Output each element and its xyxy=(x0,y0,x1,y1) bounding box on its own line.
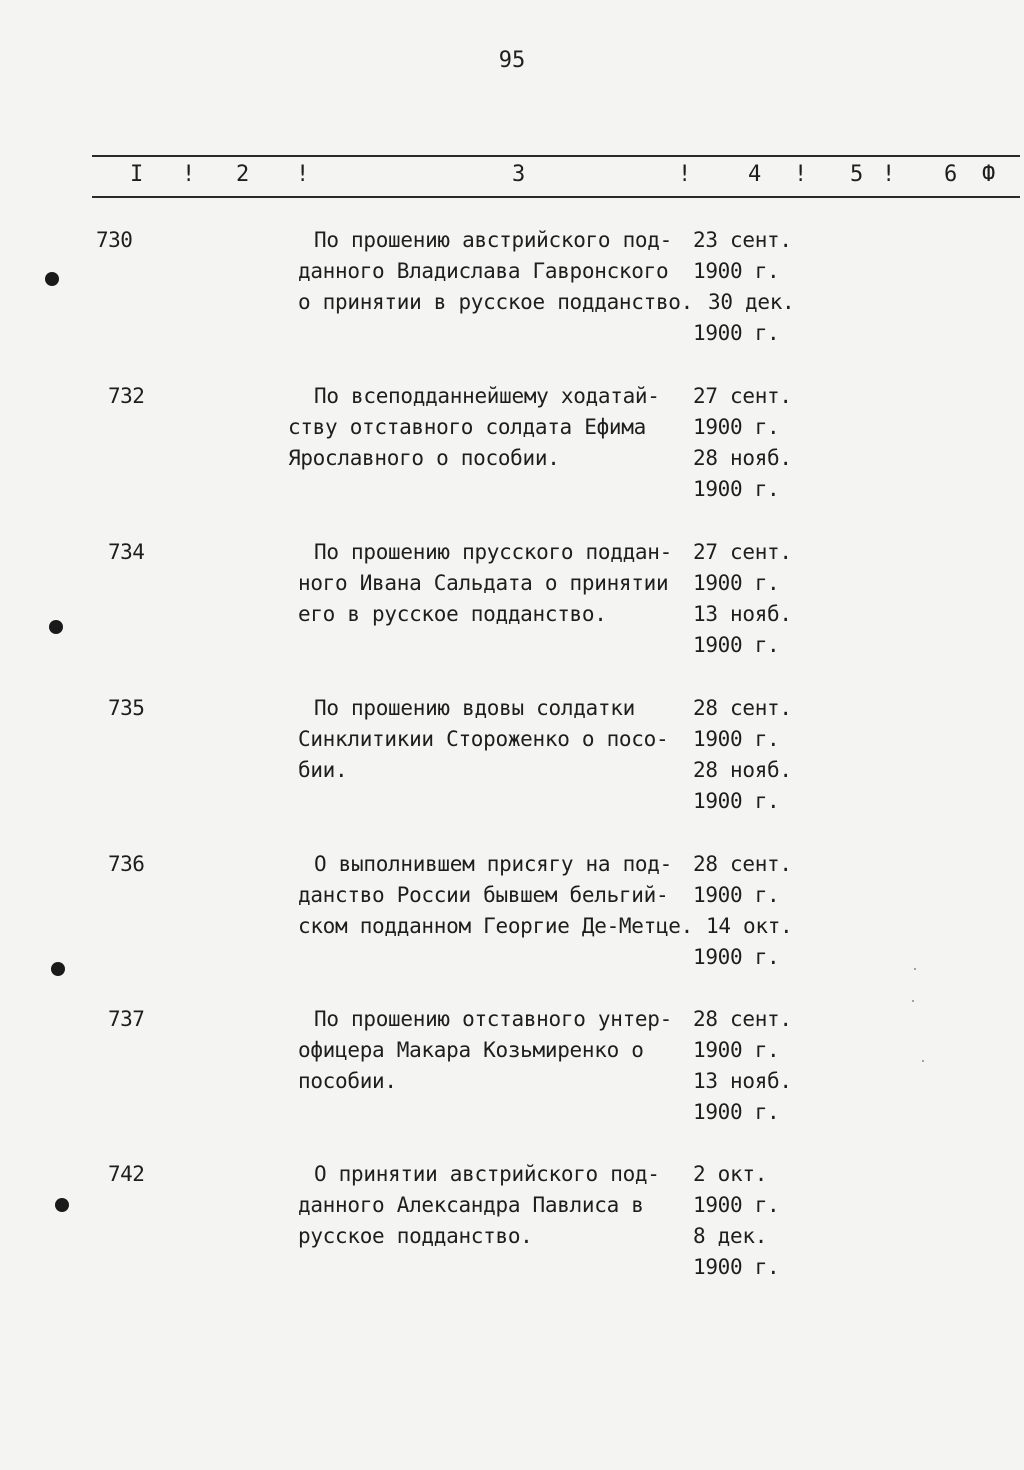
date-line: 28 нояб. xyxy=(693,758,792,782)
scan-speck xyxy=(922,1060,924,1062)
column-separator: ! xyxy=(882,162,896,187)
description-line: Синклитикии Стороженко о посо- xyxy=(298,727,669,751)
date-line: 1900 г. xyxy=(693,571,780,595)
date-line: 30 дек. xyxy=(708,290,795,314)
column-separator: ! xyxy=(296,162,310,187)
date-line: 1900 г. xyxy=(693,1038,780,1062)
description-line: По прошению австрийского под- xyxy=(314,228,672,252)
entry-number: 734 xyxy=(108,540,145,564)
date-line: 8 дек. xyxy=(693,1224,768,1248)
date-line: 27 сент. xyxy=(693,540,792,564)
description-line: данного Александра Павлиса в xyxy=(298,1193,644,1217)
entry-number: 730 xyxy=(96,228,133,252)
description-line: По прошению прусского поддан- xyxy=(314,540,672,564)
date-line: 1900 г. xyxy=(693,789,780,813)
description-line: русское подданство. xyxy=(298,1224,533,1248)
trailing-mark: Ф xyxy=(982,162,996,187)
date-line: 1900 г. xyxy=(693,633,780,657)
punch-hole xyxy=(51,962,65,976)
description-line: О принятии австрийского под- xyxy=(314,1162,660,1186)
description-line: данство России бывшем бельгий- xyxy=(298,883,669,907)
scan-speck xyxy=(914,968,916,970)
entry-number: 737 xyxy=(108,1007,145,1031)
header-rule-top xyxy=(92,155,1020,157)
date-line: 1900 г. xyxy=(693,1255,780,1279)
description-line: офицера Макара Козьмиренко о xyxy=(298,1038,644,1062)
date-line: 14 окт. xyxy=(706,914,793,938)
date-line: 1900 г. xyxy=(693,1193,780,1217)
description-line: Ярославного о пособии. xyxy=(288,446,560,470)
description-line: ству отставного солдата Ефима xyxy=(288,415,646,439)
column-header-5: 5 xyxy=(850,162,864,187)
date-line: 13 нояб. xyxy=(693,602,792,626)
page-number: 95 xyxy=(498,48,526,73)
date-line: 1900 г. xyxy=(693,1100,780,1124)
date-line: 28 сент. xyxy=(693,696,792,720)
description-line: О выполнившем присягу на под- xyxy=(314,852,672,876)
date-line: 13 нояб. xyxy=(693,1069,792,1093)
description-line: его в русское подданство. xyxy=(298,602,607,626)
date-line: 1900 г. xyxy=(693,259,780,283)
description-line: По прошению отставного унтер- xyxy=(314,1007,672,1031)
date-line: 1900 г. xyxy=(693,321,780,345)
date-line: 28 сент. xyxy=(693,852,792,876)
description-line: ском подданном Георгие Де-Метце. xyxy=(298,914,693,938)
description-line: бии. xyxy=(298,758,348,782)
scan-speck xyxy=(912,1000,914,1002)
date-line: 28 сент. xyxy=(693,1007,792,1031)
column-separator: ! xyxy=(678,162,692,187)
punch-hole xyxy=(49,620,63,634)
date-line: 1900 г. xyxy=(693,727,780,751)
date-line: 28 нояб. xyxy=(693,446,792,470)
description-line: данного Владислава Гавронского xyxy=(298,259,669,283)
entry-number: 736 xyxy=(108,852,145,876)
column-header-3: 3 xyxy=(512,162,526,187)
description-line: По прошению вдовы солдатки xyxy=(314,696,635,720)
entry-number: 732 xyxy=(108,384,145,408)
date-line: 1900 г. xyxy=(693,883,780,907)
column-header-2: 2 xyxy=(236,162,250,187)
punch-hole xyxy=(45,272,59,286)
column-header-4: 4 xyxy=(748,162,762,187)
column-separator: ! xyxy=(182,162,196,187)
entry-number: 735 xyxy=(108,696,145,720)
header-rule-bottom xyxy=(92,196,1020,198)
date-line: 1900 г. xyxy=(693,415,780,439)
description-line: ного Ивана Сальдата о принятии xyxy=(298,571,669,595)
punch-hole xyxy=(55,1198,69,1212)
column-separator: ! xyxy=(794,162,808,187)
date-line: 27 сент. xyxy=(693,384,792,408)
description-line: пособии. xyxy=(298,1069,397,1093)
description-line: о принятии в русское подданство. xyxy=(298,290,693,314)
entry-number: 742 xyxy=(108,1162,145,1186)
date-line: 2 окт. xyxy=(693,1162,768,1186)
date-line: 23 сент. xyxy=(693,228,792,252)
description-line: По всеподданнейшему ходатай- xyxy=(314,384,660,408)
date-line: 1900 г. xyxy=(693,477,780,501)
date-line: 1900 г. xyxy=(693,945,780,969)
column-header-1: I xyxy=(130,162,144,187)
column-header-6: 6 xyxy=(944,162,958,187)
